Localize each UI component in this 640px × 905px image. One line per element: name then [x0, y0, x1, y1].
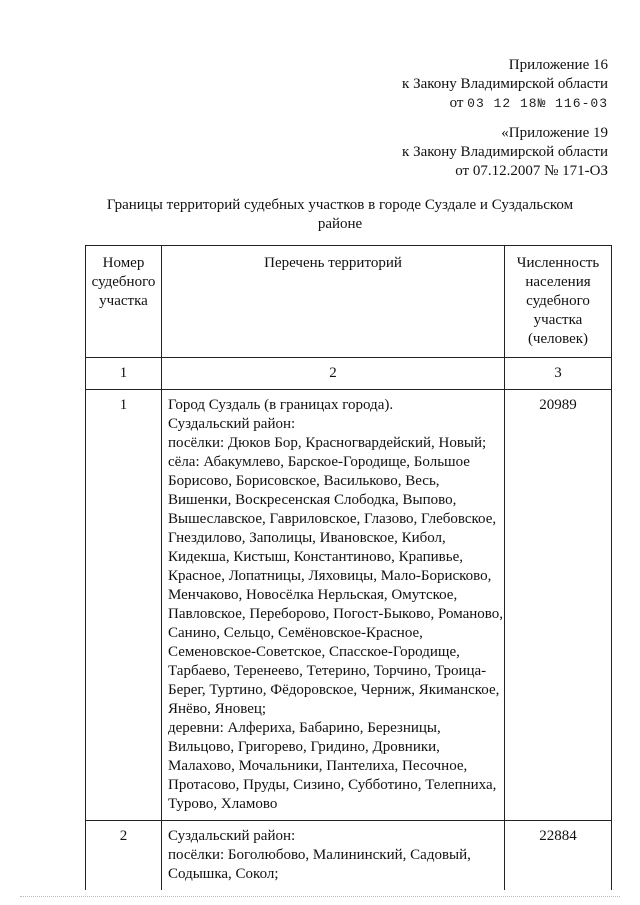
law-reference: к Закону Владимирской области [402, 76, 608, 92]
scan-artifact [20, 896, 620, 899]
territory-line: Янёво, Яновец; [168, 701, 267, 717]
territory-line: Санино, Сельцо, Семёновское-Красное, [168, 625, 423, 641]
header-bottom [402, 124, 608, 181]
territory-line: Город Суздаль (в границах города). [168, 397, 394, 413]
territory-line: Борисово, Борисовское, Васильково, Весь, [168, 473, 440, 489]
territory-line: Берег, Туртино, Фёдоровское, Черниж, Якиманское, [168, 682, 500, 698]
territory-list [162, 390, 505, 821]
territory-line: Вишенки, Воскресенская Слободка, Выпово, [168, 492, 457, 508]
column-number-3: 3 [505, 358, 612, 390]
header-text: участка [533, 312, 583, 328]
date-stamp: 03 12 18№ 116-03 [467, 96, 608, 111]
territory-line: Красное, Лопатницы, Ляховицы, Мало-Борисково, [168, 568, 492, 584]
header-text: Численность [516, 255, 600, 271]
territory-line: Турово, Хламово [168, 796, 278, 812]
population-value: 22884 [505, 821, 612, 891]
table-row [86, 390, 612, 821]
territory-line: Содышка, Сокол; [168, 866, 279, 882]
header-text: населения [525, 274, 591, 290]
territory-line: Протасово, Пруды, Сизино, Субботино, Телепниха, [168, 777, 497, 793]
territory-line: деревни: Алфериха, Бабарино, Березницы, [168, 720, 441, 736]
territory-list [162, 821, 505, 891]
header-population [505, 246, 612, 358]
column-number-2: 2 [162, 358, 505, 390]
population-value: 20989 [505, 390, 612, 821]
territory-line: сёла: Абакумлево, Барское-Городище, Большое [168, 454, 470, 470]
territory-line: посёлки: Дюков Бор, Красногвардейский, Новый; [168, 435, 487, 451]
table-header-row [86, 246, 612, 358]
appendix-number: Приложение 16 [508, 57, 608, 73]
document-title [80, 196, 600, 234]
header-text: Номер [102, 255, 145, 271]
territory-line: Суздальский район: [168, 416, 296, 432]
territory-line: Гнездилово, Заполицы, Ивановское, Кибол, [168, 530, 446, 546]
districts-table [85, 245, 612, 890]
date-prefix: от [449, 95, 464, 111]
original-law-date: от 07.12.2007 № 171-ОЗ [455, 163, 608, 179]
header-district-number [86, 246, 162, 358]
territory-line: Семеновское-Советское, Спасское-Городище, [168, 644, 460, 660]
table-row [86, 821, 612, 891]
header-text: судебного [91, 274, 156, 290]
law-date-line [402, 94, 608, 113]
original-appendix-number: «Приложение 19 [501, 125, 608, 141]
territory-line: посёлки: Боголюбово, Малининский, Садовый, [168, 847, 471, 863]
header-text: Перечень территорий [264, 255, 402, 271]
original-law-reference: к Закону Владимирской области [402, 144, 608, 160]
district-number: 2 [86, 821, 162, 891]
header-territories [162, 246, 505, 358]
title-line-1: Границы территорий судебных участков в городе Суздале и Суздальском [106, 197, 574, 213]
territory-line: Кидекша, Кистыш, Константиново, Крапивье, [168, 549, 463, 565]
territory-line: Вышеславское, Гавриловское, Глазово, Глебовское, [168, 511, 497, 527]
header-text: участка [99, 293, 148, 309]
district-number: 1 [86, 390, 162, 821]
header-text: (человек) [527, 331, 589, 347]
title-line-2: районе [317, 216, 363, 232]
territory-line: Вильцово, Григорево, Гридино, Дровники, [168, 739, 440, 755]
territory-line: Павловское, Переборово, Погост-Быково, Романово, [168, 606, 504, 622]
column-number-1: 1 [86, 358, 162, 390]
header-top [402, 56, 608, 113]
territory-line: Тарбаево, Теренеево, Тетерино, Торчино, Троица- [168, 663, 487, 679]
header-text: судебного [526, 293, 590, 309]
column-numbering-row [86, 358, 612, 390]
territory-line: Суздальский район: [168, 828, 296, 844]
territory-line: Малахово, Мочальники, Пантелиха, Песочное, [168, 758, 468, 774]
territory-line: Менчаково, Новосёлка Нерльская, Омутское, [168, 587, 458, 603]
